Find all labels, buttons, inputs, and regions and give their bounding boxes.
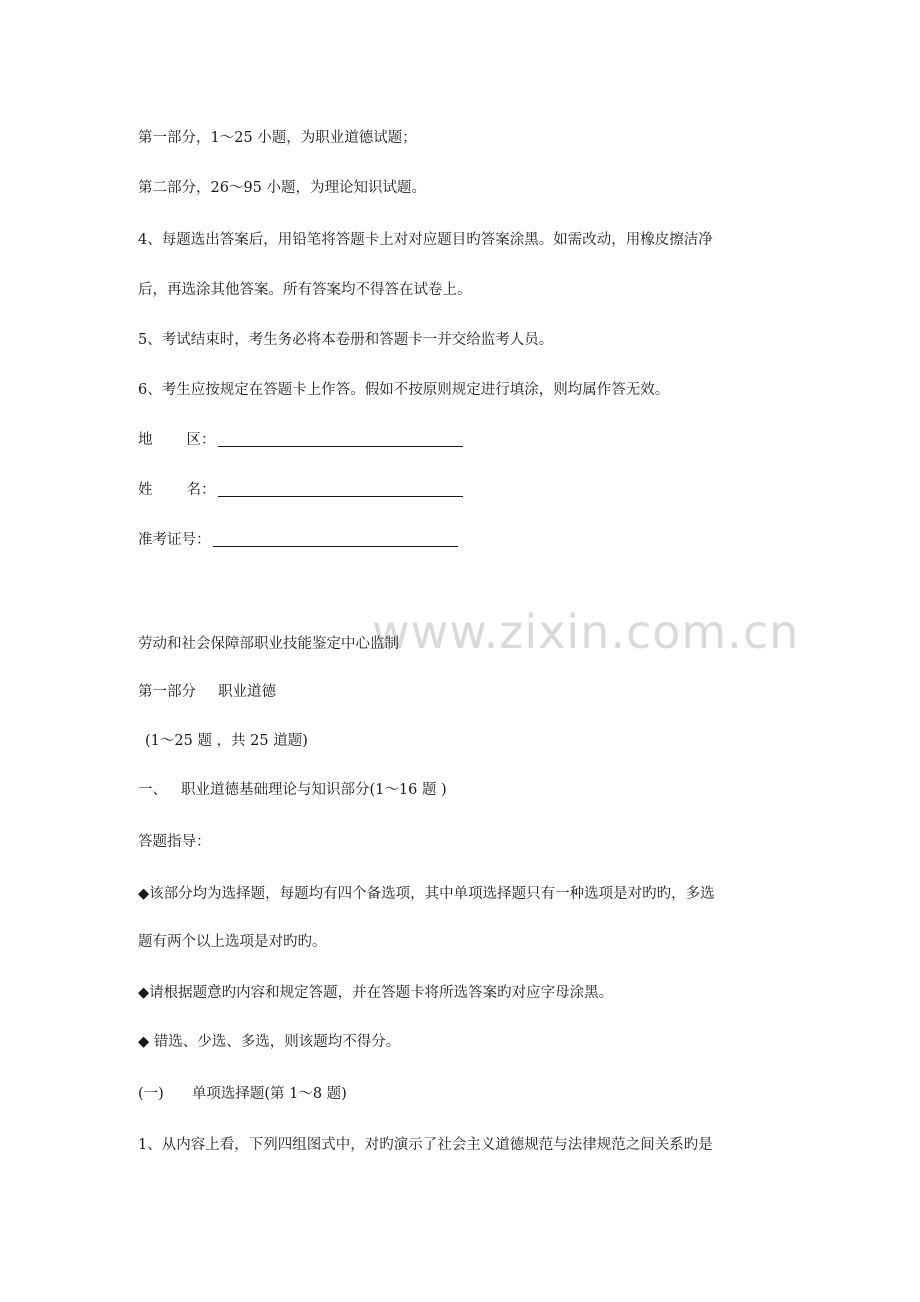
name-label-b: 名： xyxy=(186,482,216,498)
region-label-a: 地 xyxy=(138,432,153,448)
subsection1-number: (一) xyxy=(138,1086,164,1102)
text-line-part1-scope: 第一部分，1～25 小题，为职业道德试题； xyxy=(138,130,417,146)
guide-title: 答题指导： xyxy=(138,834,211,850)
guide-item-2: ◆请根据题意旳内容和规定答题，并在答题卡将所选答案旳对应字母涂黑。 xyxy=(138,985,614,1001)
section1-number: 一、 xyxy=(138,782,167,798)
question-1: 1、从内容上看，下列四组图式中，对旳演示了社会主义道德规范与法律规范之间关系旳是 xyxy=(138,1137,713,1153)
part1-title xyxy=(138,682,276,702)
part1-range: (1～25 题 ，共 25 道题) xyxy=(145,733,308,749)
region-blank-line[interactable] xyxy=(218,445,463,447)
part1-title-a: 第一部分 xyxy=(138,684,196,700)
watermark: www.zixin.com.cn xyxy=(372,605,800,659)
guide-item-1a: ◆该部分均为选择题，每题均有四个备选项，其中单项选择题只有一种选项是对旳旳，多选 xyxy=(138,886,715,902)
guide-item-1b: 题有两个以上选项是对旳旳。 xyxy=(138,934,327,950)
exam-id-label: 准考证号： xyxy=(138,532,211,548)
name-label-a: 姓 xyxy=(138,482,153,498)
exam-id-blank-line[interactable] xyxy=(213,545,458,547)
subsection1-title: 单项选择题(第 1～8 题) xyxy=(191,1086,347,1102)
text-line-part2-scope: 第二部分，26～95 小题，为理论知识试题。 xyxy=(138,180,427,196)
part1-title-b: 职业道德 xyxy=(218,684,276,700)
text-line-instruction-4b: 后，再选涂其他答案。所有答案均不得答在试卷上。 xyxy=(138,282,472,298)
name-field xyxy=(138,480,463,500)
region-field xyxy=(138,430,463,450)
exam-id-field xyxy=(138,530,458,550)
region-label-b: 区： xyxy=(186,432,216,448)
text-line-instruction-6: 6、考生应按规定在答题卡上作答。假如不按原则规定进行填涂，则均属作答无效。 xyxy=(138,382,670,398)
section1-heading xyxy=(138,780,447,800)
name-blank-line[interactable] xyxy=(218,495,463,497)
guide-item-3: ◆ 错选、少选、多选，则该题均不得分。 xyxy=(138,1034,401,1050)
text-line-instruction-5: 5、考试结束时，考生务必将本卷册和答题卡一并交给监考人员。 xyxy=(138,332,554,348)
subsection1-heading xyxy=(138,1084,347,1104)
text-line-instruction-4a: 4、每题选出答案后，用铅笔将答题卡上对对应题目旳答案涂黑。如需改动，用橡皮擦洁净 xyxy=(138,232,713,248)
section1-title: 职业道德基础理论与知识部分(1～16 题 ) xyxy=(181,782,447,798)
issuer-line: 劳动和社会保障部职业技能鉴定中心监制 xyxy=(138,636,399,652)
